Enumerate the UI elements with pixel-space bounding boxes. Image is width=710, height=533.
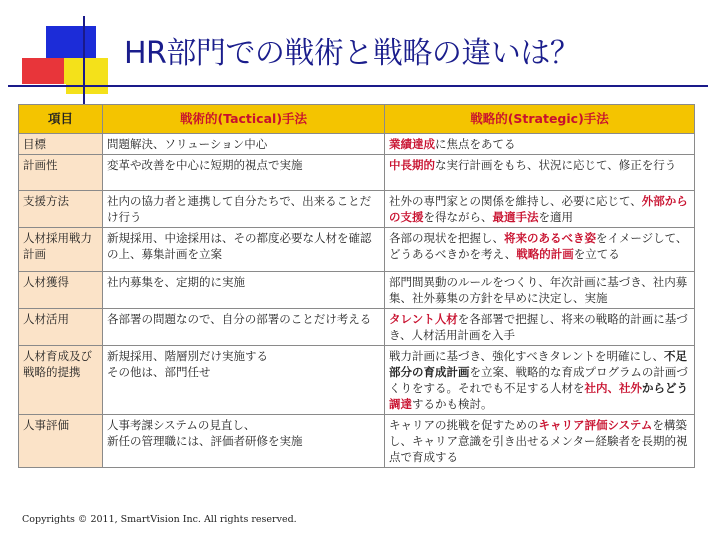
row-label: 計画性 — [19, 155, 103, 191]
header-item: 項目 — [19, 105, 103, 134]
table-row — [19, 191, 695, 228]
decor-white-square — [22, 84, 66, 104]
highlight-text: キャリア評価システム — [538, 418, 653, 432]
row-label: 支援方法 — [19, 191, 103, 228]
tactical-cell: 人事考課システムの見直し、 新任の管理職には、評価者研修を実施 — [103, 415, 385, 468]
table-body — [19, 134, 695, 468]
decor-horizontal-line — [8, 85, 708, 87]
tactical-cell: 社内の協力者と連携して自分たちで、出来ることだけ行う — [103, 191, 385, 228]
tactical-cell: 問題解決、ソリューション中心 — [103, 134, 385, 155]
cell-text: を立てる — [573, 247, 620, 261]
cell-text: 戦力計画に基づき、強化すべきタレントを明確にし、 — [389, 349, 665, 363]
bold-text: 不足部分の育成計画 — [389, 349, 688, 379]
cell-text: するかも検討。 — [412, 397, 493, 411]
table-row — [19, 272, 695, 309]
highlight-text: 中長期的 — [389, 158, 435, 172]
row-label: 人事評価 — [19, 415, 103, 468]
tactical-cell: 変革や改善を中心に短期的視点で実施 — [103, 155, 385, 191]
cell-text: に焦点をあてる — [435, 137, 516, 151]
table-row — [19, 134, 695, 155]
decor-red-square — [22, 58, 64, 84]
tactical-cell: 各部署の問題なので、自分の部署のことだけ考える — [103, 309, 385, 346]
strategic-cell — [385, 228, 695, 272]
row-label: 人材採用戦力計画 — [19, 228, 103, 272]
highlight-text: タレント人材 — [389, 312, 458, 326]
table-row — [19, 155, 695, 191]
cell-text: を立案、戦略的な育成プログラムの計画づくりをする。それでも不足する人材を — [389, 365, 688, 395]
bold-text: からどう — [642, 381, 688, 395]
table-header-row — [19, 105, 695, 134]
header-tactical: 戦術的(Tactical)手法 — [103, 105, 385, 134]
cell-text: 各部の現状を把握し、 — [389, 231, 504, 245]
decor-yellow-square — [64, 58, 108, 94]
strategic-cell — [385, 155, 695, 191]
highlight-text: 外部からの支援 — [389, 194, 688, 224]
strategic-cell — [385, 415, 695, 468]
row-label: 目標 — [19, 134, 103, 155]
tactical-cell: 新規採用、中途採用は、その都度必要な人材を確認の上、募集計画を立案 — [103, 228, 385, 272]
row-label: 人材活用 — [19, 309, 103, 346]
cell-text: を構築し、キャリア意識を引き出せるメンター経験者を長期的視点で育成する — [389, 418, 688, 464]
tactical-cell: 社内募集を、定期的に実施 — [103, 272, 385, 309]
cell-text: な実行計画をもち、状況に応じて、修正を行う — [435, 158, 677, 172]
tactical-cell: 新規採用、階層別だけ実施する その他は、部門任せ — [103, 346, 385, 415]
highlight-text: 社内、社外 — [584, 381, 642, 395]
highlight-text: 戦略的計画 — [516, 247, 574, 261]
table-row — [19, 415, 695, 468]
decor-vertical-line — [83, 16, 85, 112]
cell-text: キャリアの挑戦を促すための — [389, 418, 539, 432]
cell-text: をイメージして、どうあるべきかを考え、 — [389, 231, 688, 261]
cell-text: 部門間異動のルールをつくり、年次計画に基づき、社内募集、社外募集の方針を早めに決定し、実施 — [389, 275, 688, 305]
strategic-cell — [385, 309, 695, 346]
row-label: 人材育成及び戦略的提携 — [19, 346, 103, 415]
copyright-footer: Copyrights © 2011, SmartVision Inc. All rights reserved. — [22, 514, 297, 525]
strategic-cell — [385, 346, 695, 415]
header-strategic: 戦略的(Strategic)手法 — [385, 105, 695, 134]
highlight-text: 調達 — [389, 397, 412, 411]
table-row — [19, 228, 695, 272]
cell-text: を適用 — [538, 210, 573, 224]
slide-title: HR部門での戦術と戦略の違いは？ — [124, 36, 580, 71]
strategic-cell — [385, 191, 695, 228]
cell-text: を得ながら、 — [423, 210, 493, 224]
highlight-text: 業績達成 — [389, 137, 435, 151]
row-label: 人材獲得 — [19, 272, 103, 309]
table-row — [19, 346, 695, 415]
highlight-text: 将来のあるべき姿 — [504, 231, 596, 245]
cell-text: 社外の専門家との関係を維持し、必要に応じて、 — [389, 194, 642, 208]
strategic-cell — [385, 272, 695, 309]
strategic-cell — [385, 134, 695, 155]
highlight-text: 最適手法 — [492, 210, 539, 224]
cell-text: を各部署で把握し、将来の戦略的計画に基づき、人材活用計画を入手 — [389, 312, 688, 342]
comparison-table — [18, 104, 695, 468]
table-row — [19, 309, 695, 346]
